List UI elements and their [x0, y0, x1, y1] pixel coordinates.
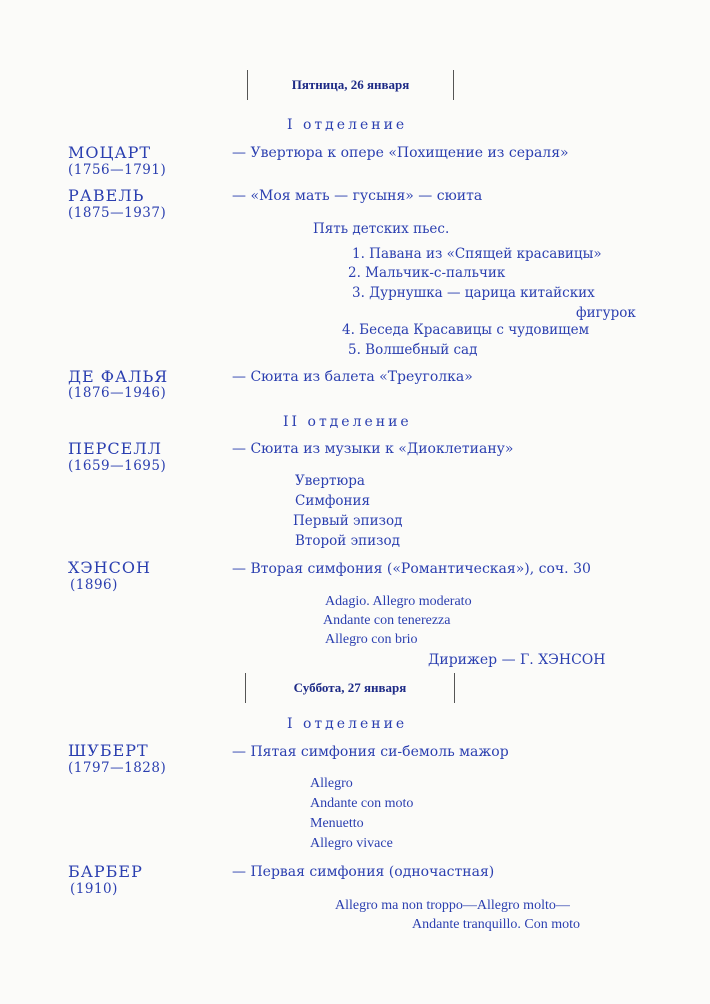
movement: Первый эпизод: [293, 513, 403, 529]
work-title: — Первая симфония (одночастная): [232, 864, 495, 880]
composer-name: БАРБЕР: [68, 862, 143, 881]
list-item: 1. Павана из «Спящей красавицы»: [352, 246, 602, 262]
tempo-line: Andante tranquillo. Con moto: [412, 917, 580, 932]
day-header-saturday: [245, 673, 455, 703]
work-subtitle: Пять детских пьес.: [313, 221, 450, 237]
movement: Adagio. Allegro moderato: [325, 594, 472, 609]
composer-years: (1659—1695): [68, 458, 167, 474]
movement: Увертюра: [295, 473, 365, 489]
movement: Andante con tenerezza: [323, 613, 451, 628]
composer-years: (1910): [70, 881, 118, 897]
day-header-friday: [247, 70, 454, 100]
composer-years: (1797—1828): [68, 760, 167, 776]
work-title: — Вторая симфония («Романтическая»), соч. 30: [232, 561, 591, 577]
part-heading: I отделение: [287, 117, 408, 133]
list-item: 3. Дурнушка — царица китайских: [352, 285, 595, 301]
work-title: — «Моя мать — гусыня» — сюита: [232, 188, 483, 204]
composer-name: ПЕРСЕЛЛ: [68, 439, 163, 458]
work-title: — Увертюра к опере «Похищение из сераля»: [232, 145, 569, 161]
composer-name: МОЦАРТ: [68, 143, 152, 162]
part-heading: I отделение: [287, 716, 408, 732]
tempo-line: Allegro ma non troppo—Allegro molto—: [335, 898, 570, 913]
list-item: 4. Беседа Красавицы с чудовищем: [342, 322, 590, 338]
composer-years: (1896): [70, 577, 118, 593]
composer-name: ХЭНСОН: [68, 558, 151, 577]
movement: Andante con moto: [310, 796, 414, 811]
work-title: — Сюита из музыки к «Диоклетиану»: [232, 441, 514, 457]
movement: Menuetto: [310, 816, 364, 831]
work-title: — Пятая симфония си-бемоль мажор: [232, 744, 509, 760]
list-item: 2. Мальчик-с-пальчик: [348, 265, 506, 281]
work-title: — Сюита из балета «Треуголка»: [232, 369, 473, 385]
movement: Allegro vivace: [310, 836, 393, 851]
conductor: Дирижер — Г. ХЭНСОН: [428, 652, 606, 668]
movement: Allegro: [310, 776, 353, 791]
composer-years: (1756—1791): [68, 162, 167, 178]
composer-years: (1876—1946): [68, 385, 167, 401]
movement: Второй эпизод: [295, 533, 400, 549]
composer-name: ДЕ ФАЛЬЯ: [68, 367, 169, 386]
list-item: фигурок: [576, 305, 636, 321]
composer-years: (1875—1937): [68, 205, 167, 221]
day-title: Пятница, 26 января: [291, 77, 410, 92]
part-heading: II отделение: [283, 414, 412, 430]
movement: Allegro con brio: [325, 632, 418, 647]
movement: Симфония: [295, 493, 371, 509]
list-item: 5. Волшебный сад: [348, 342, 478, 358]
composer-name: РАВЕЛЬ: [68, 186, 145, 205]
composer-name: ШУБЕРТ: [68, 741, 149, 760]
day-title: Суббота, 27 января: [293, 680, 407, 695]
